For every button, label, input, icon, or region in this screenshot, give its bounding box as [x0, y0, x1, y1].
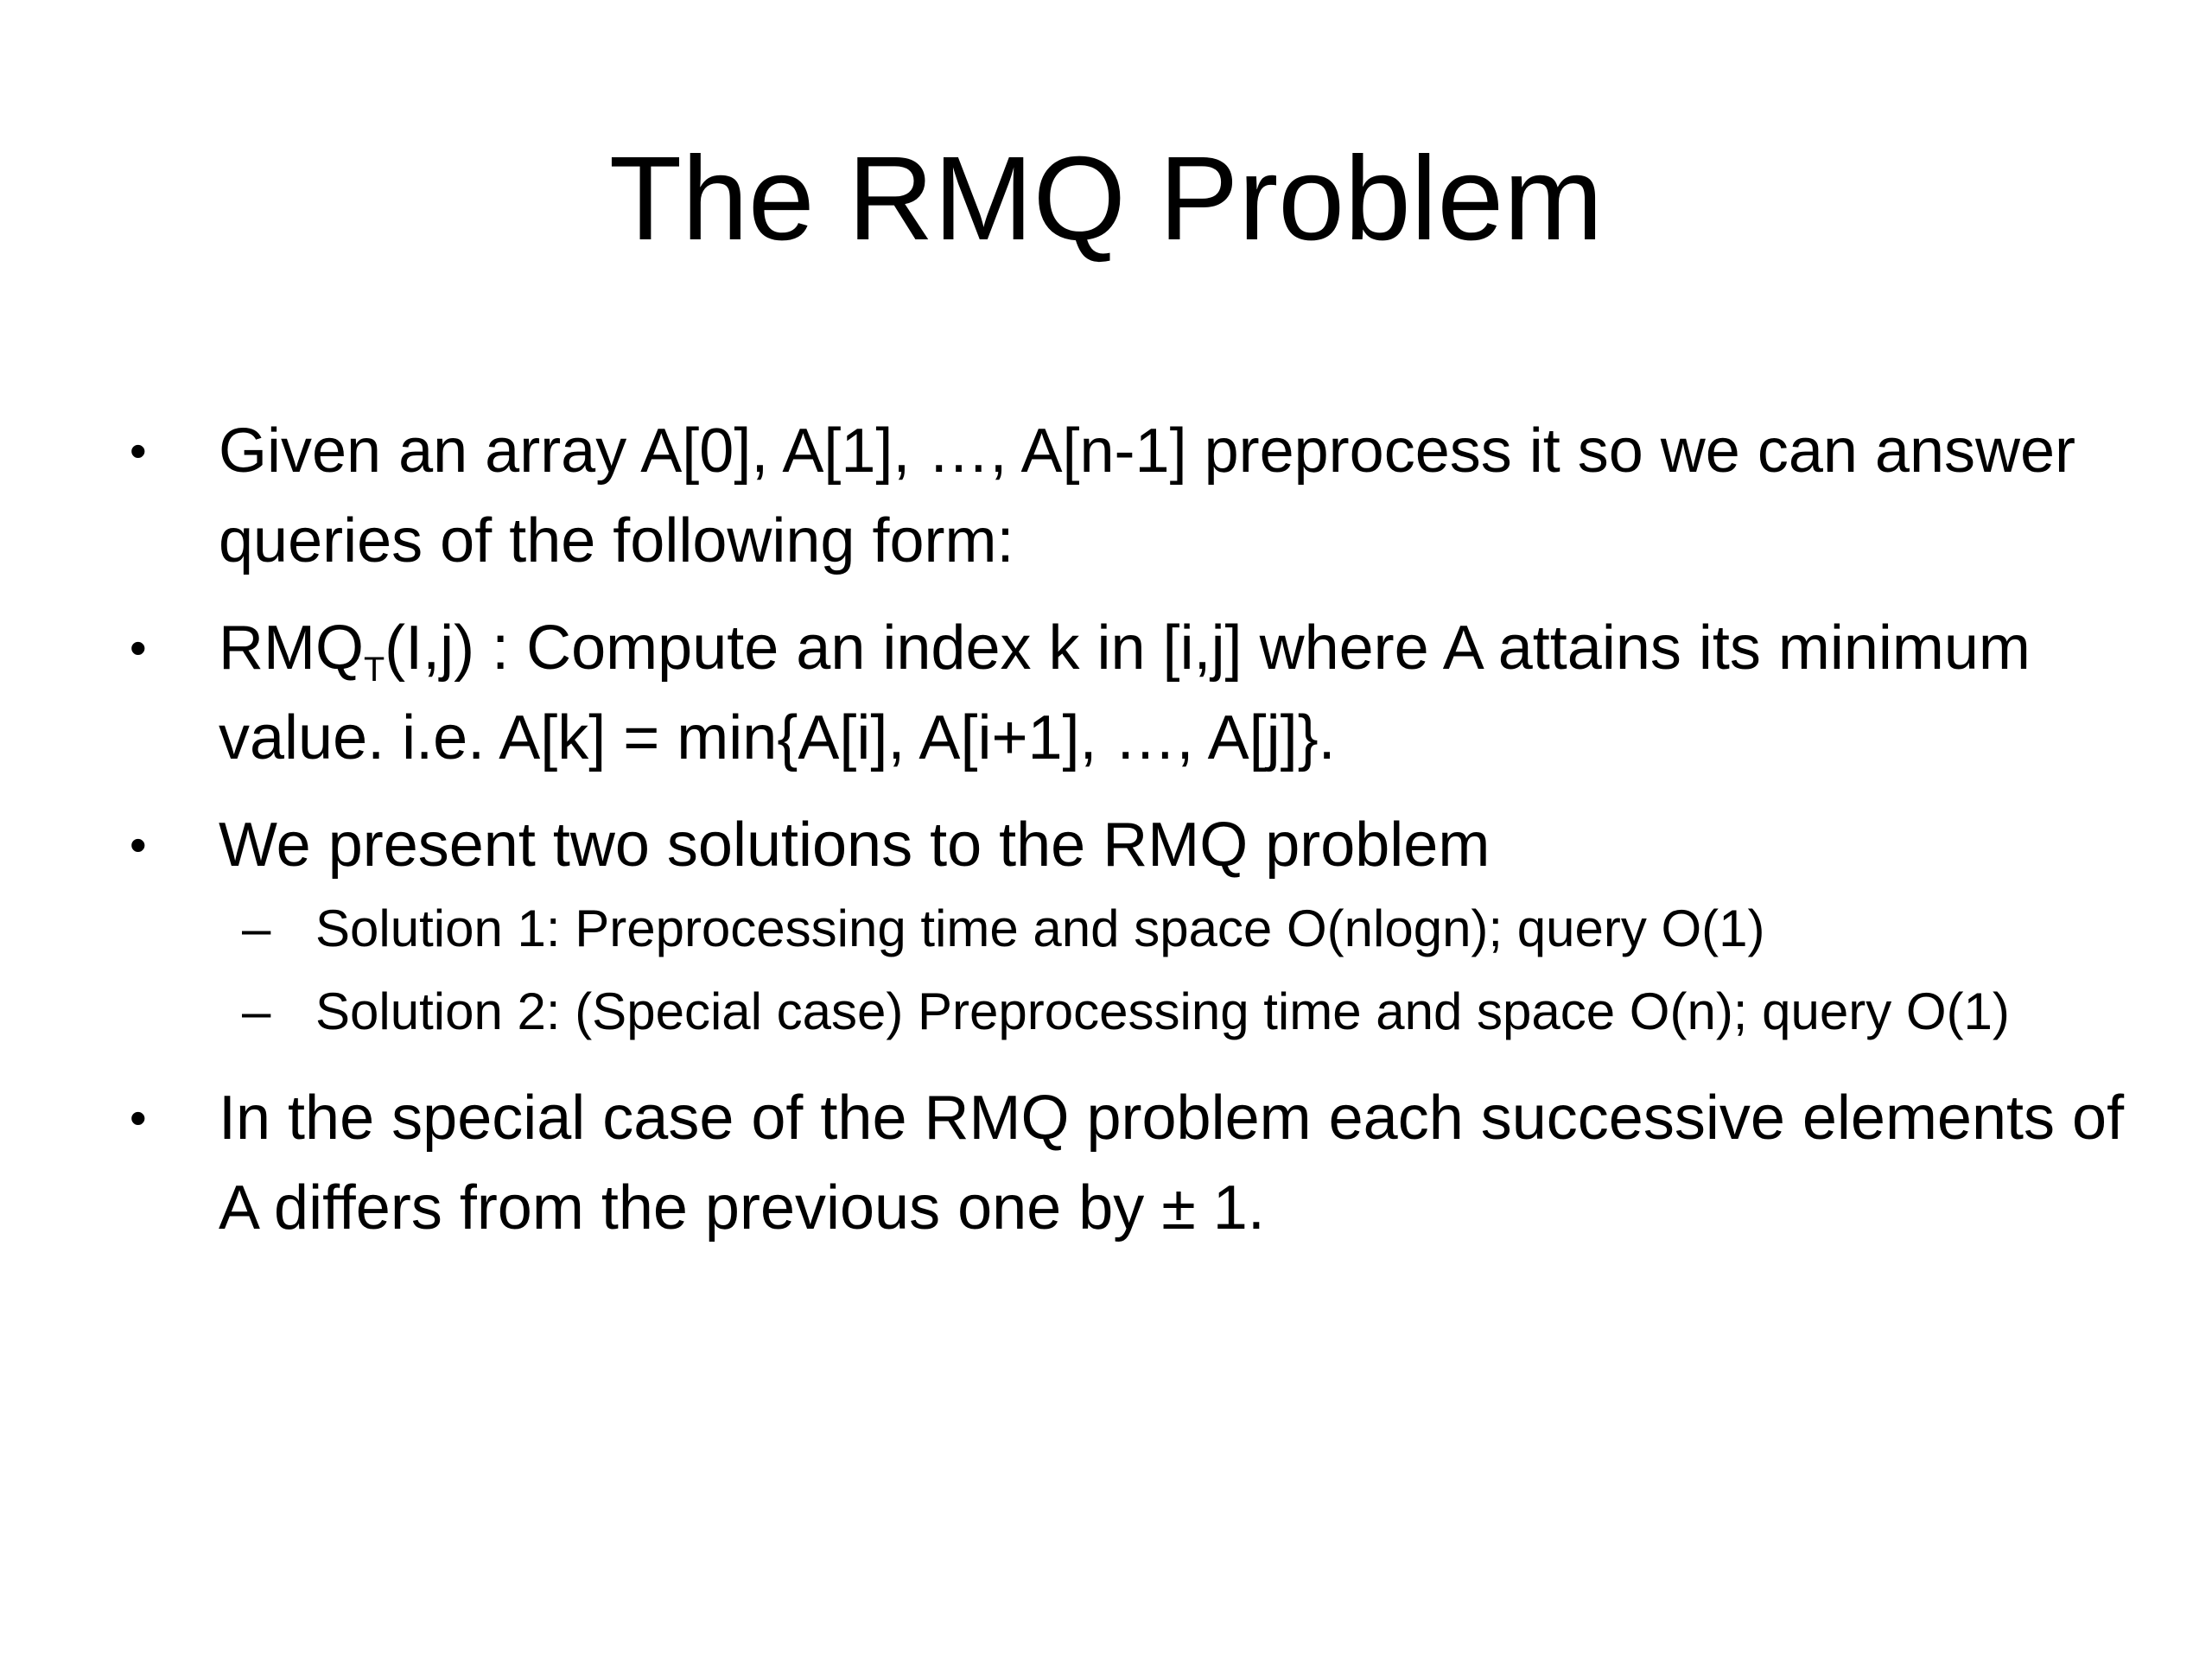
bullet-dot: •: [130, 423, 147, 478]
bullet-dot: •: [130, 817, 147, 872]
bullet-text: We present two solutions to the RMQ problem: [219, 810, 1491, 880]
bullet-item-1: [130, 406, 2152, 586]
bullet-item-2: [130, 603, 2152, 783]
rmq-label: RMQ: [219, 613, 364, 683]
sub-item-2: [130, 968, 2152, 1056]
bullet-item-4: [130, 1073, 2152, 1253]
bullet-dot: •: [130, 1090, 147, 1145]
rmq-subscript: T: [363, 650, 385, 689]
slide-title: The RMQ Problem: [608, 132, 1604, 265]
sub-text: Solution 2: (Special case) Preprocessing time and space O(n); query O(1): [315, 982, 2010, 1040]
bullet-text: Given an array A[0], A[1], …, A[n-1] preprocess it so we can answer queries of the following form:: [219, 416, 2076, 575]
bullet-dot: •: [130, 620, 147, 675]
bullet-text: (I,j) : Compute an index k in [i,j] where A attains its minimum value. i.e. A[k] = min{A[i], A[i+1], …, A[j]}.: [219, 613, 2031, 772]
sub-dash: –: [242, 899, 271, 957]
slide-content: [130, 406, 2152, 1270]
bullet-item-3: [130, 800, 2152, 890]
sub-item-1: [130, 885, 2152, 973]
sub-dash: –: [242, 982, 271, 1040]
sub-list: [130, 885, 2152, 1056]
bullet-text: In the special case of the RMQ problem each successive elements of A differs from the previous one by ± 1.: [219, 1084, 2125, 1243]
sub-text: Solution 1: Preprocessing time and space O(nlogn); query O(1): [315, 899, 1765, 957]
